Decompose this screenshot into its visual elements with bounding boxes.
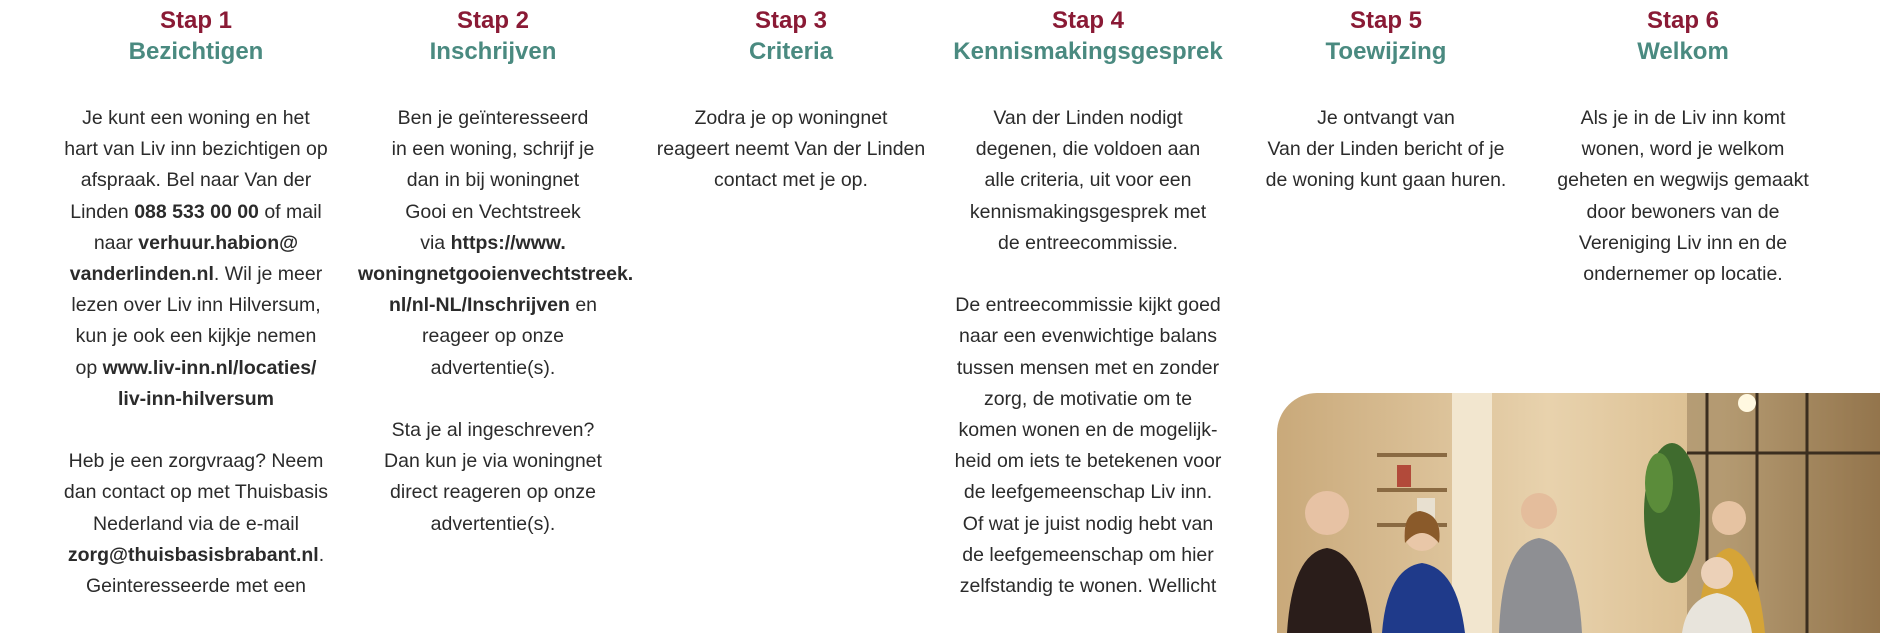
step-3-paragraph-1: Zodra je op woningnet reageert neemt Van der Linden contact met je op. — [656, 107, 926, 192]
step-5-body — [1251, 103, 1521, 197]
step-3-number: Stap 3 — [754, 7, 828, 34]
step-1-title: Bezichtigen — [128, 38, 264, 65]
step-2-number: Stap 2 — [456, 7, 530, 34]
step-4-paragraph-1: Van der Linden nodigt degenen, die voldoen aan alle criteria, uit voor een kennismakingsgesprek met de entreecommissie. — [969, 107, 1207, 254]
care-email-link[interactable]: zorg@thuisbasisbrabant.nl — [67, 543, 319, 566]
rental-email-link[interactable]: verhuur.habion@ — [138, 231, 299, 254]
step-6-title: Welkom — [1637, 38, 1729, 65]
step-4-column — [953, 0, 1223, 602]
location-url-link-cont[interactable]: liv-inn-hilversum — [117, 387, 275, 410]
step-4-paragraph-2: De entreecommissie kijkt goed naar een evenwichtige balans tussen mensen met en zonder zorg, de motivatie om te komen wonen en de mogelijk- heid om iets te betekenen voor de leefgemeenschap Liv inn. Of wat je juist nodig hebt van de leefgemeenschap om hier zelfstandig te wonen. Wellicht — [954, 294, 1222, 598]
woningnet-url-link-cont[interactable]: woningnetgooienvechtstreek. — [358, 263, 634, 286]
step-2-paragraph-2: Sta je al ingeschreven? Dan kun je via woningnet direct reageren op onze advertentie(s). — [384, 419, 602, 535]
step-1-column — [61, 0, 331, 602]
step-4-body — [953, 103, 1223, 602]
step-1-body — [61, 103, 331, 602]
step-1-number: Stap 1 — [159, 7, 233, 34]
woningnet-url-link[interactable]: https://www. — [450, 231, 566, 254]
step-2-body — [358, 103, 634, 540]
step-6-number: Stap 6 — [1646, 7, 1720, 34]
step-2-paragraph-1: Ben je geïnteresseerd in een woning, schrijf je dan in bij woningnet Gooi en Vechtstreek via https://www. woningnetgooienvechtstreek. nl/nl-NL/Inschrijven en reageer op onze advertentie(s). — [358, 107, 634, 379]
location-url-link[interactable]: www.liv-inn.nl/locaties/ — [102, 356, 317, 379]
woningnet-url-link-end[interactable]: nl/nl-NL/Inschrijven — [388, 294, 570, 317]
step-5-paragraph-1: Je ontvangt van Van der Linden bericht of je de woning kunt gaan huren. — [1265, 107, 1507, 192]
community-photo — [1277, 393, 1880, 633]
step-4-number: Stap 4 — [1051, 7, 1125, 34]
step-5-number: Stap 5 — [1349, 7, 1423, 34]
step-3-column — [656, 0, 926, 197]
step-2-column — [358, 0, 634, 540]
step-3-body — [656, 103, 926, 197]
step-2-title: Inschrijven — [429, 38, 557, 65]
community-photo-illustration — [1277, 393, 1880, 633]
step-1-paragraph-2: Heb je een zorgvraag? Neem dan contact op met Thuisbasis Nederland via de e-mail zorg@thuisbasisbrabant.nl. Geinteresseerde met een — [63, 450, 329, 598]
step-6-paragraph-1: Als je in de Liv inn komt wonen, word je welkom geheten en wegwijs gemaakt door bewoners van de Vereniging Liv inn en de ondernemer op locatie. — [1557, 107, 1809, 286]
step-6-body — [1548, 103, 1818, 290]
step-5-title: Toewijzing — [1325, 38, 1447, 65]
step-5-column — [1251, 0, 1521, 197]
step-1-paragraph-1: Je kunt een woning en het hart van Liv inn bezichtigen op afspraak. Bel naar Van der Linden 088 533 00 00 of mail naar verhuur.habion@ vanderlinden.nl. Wil je meer lezen over Liv inn Hilversum, kun je ook een kijkje nemen op www.liv-inn.nl/locaties/ liv-inn-hilversum — [64, 107, 328, 410]
step-6-column — [1548, 0, 1818, 290]
step-4-title: Kennismakingsgesprek — [953, 38, 1223, 65]
step-3-title: Criteria — [748, 38, 834, 65]
phone-number[interactable]: 088 533 00 00 — [134, 200, 259, 223]
rental-email-link-cont[interactable]: vanderlinden.nl — [69, 263, 214, 286]
